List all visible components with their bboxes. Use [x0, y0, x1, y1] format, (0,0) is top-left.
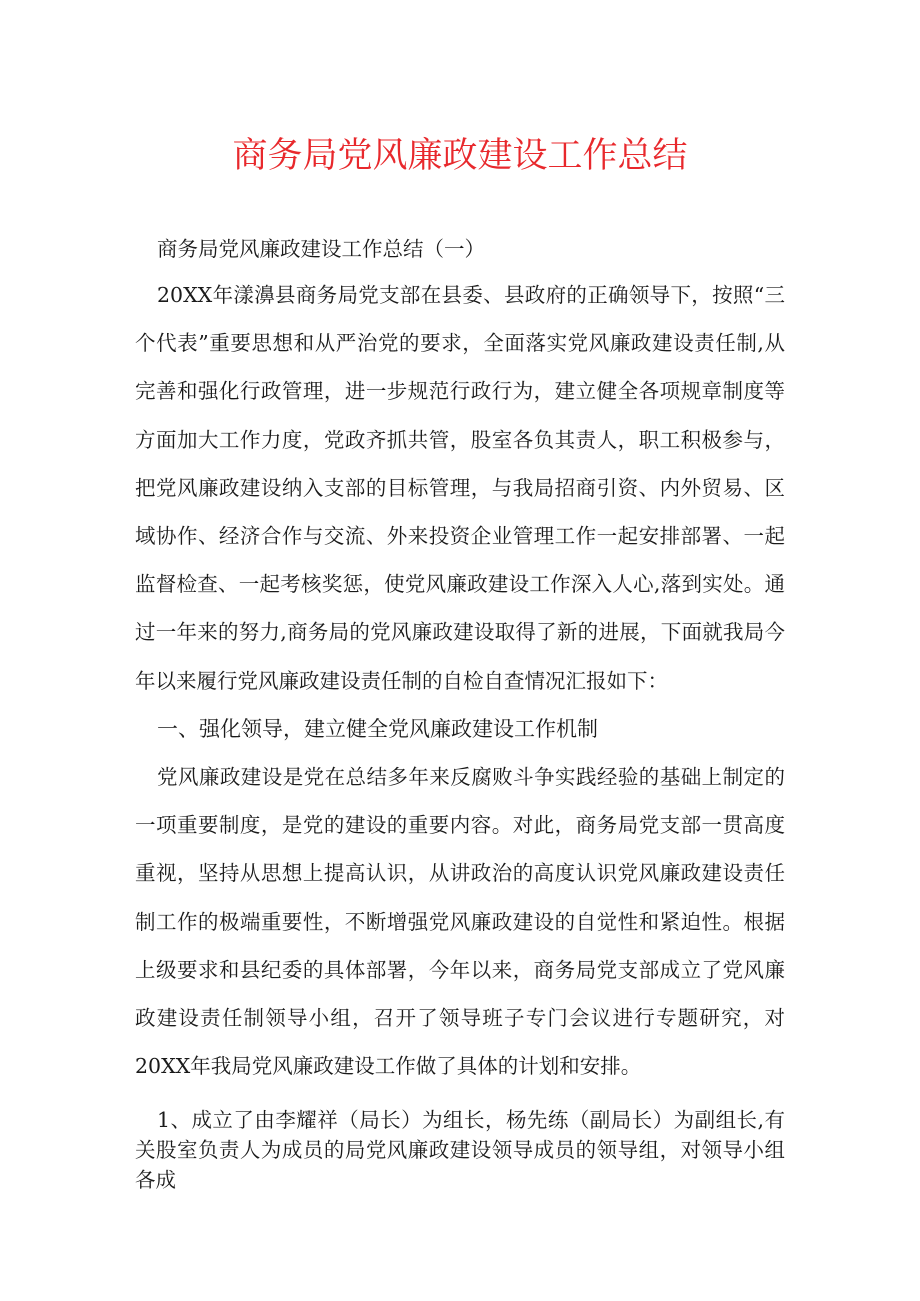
paragraph-list-item: 1、成立了由李耀祥（局长）为组长，杨先练（副局长）为副组长,有关股室负责人为成员的局党风廉政建设领导成员的领导组，对领导小组各成: [135, 1108, 785, 1192]
document-subtitle: 商务局党风廉政建设工作总结（一）: [157, 237, 485, 261]
document-title: 商务局党风廉政建设工作总结: [232, 136, 688, 176]
paragraph-intro: 20XX年漾濞县商务局党支部在县委、县政府的正确领导下，按照“三个代表”重要思想和从严治党的要求，全面落实党风廉政建设责任制,从完善和强化行政管理，进一步规范行政行为，建立健全各项规章制度等方面加大工作力度，党政齐抓共管，股室各负其责人，职工积极参与，把党风廉政建设纳入支部的目标管理，与我局招商引资、内外贸易、区域协作、经济合作与交流、外来投资企业管理工作一起安排部署、一起监督检查、一起考核奖惩，使党风廉政建设工作深入人心,落到实处。通过一年来的努力,商务局的党风廉政建设取得了新的进展，下面就我局今年以来履行党风廉政建设责任制的自检自查情况汇报如下：: [135, 283, 785, 693]
section-heading: 一、强化领导，建立健全党风廉政建设工作机制: [157, 717, 598, 741]
paragraph-body: 党风廉政建设是党在总结多年来反腐败斗争实践经验的基础上制定的一项重要制度，是党的建设的重要内容。对此，商务局党支部一贯高度重视，坚持从思想上提高认识，从讲政治的高度认识党风廉政建设责任制工作的极端重要性，不断增强党风廉政建设的自觉性和紧迫性。根据上级要求和县纪委的具体部署，今年以来，商务局党支部成立了党风廉政建设责任制领导小组，召开了领导班子专门会议进行专题研究，对20XX年我局党风廉政建设工作做了具体的计划和安排。: [135, 765, 785, 1079]
